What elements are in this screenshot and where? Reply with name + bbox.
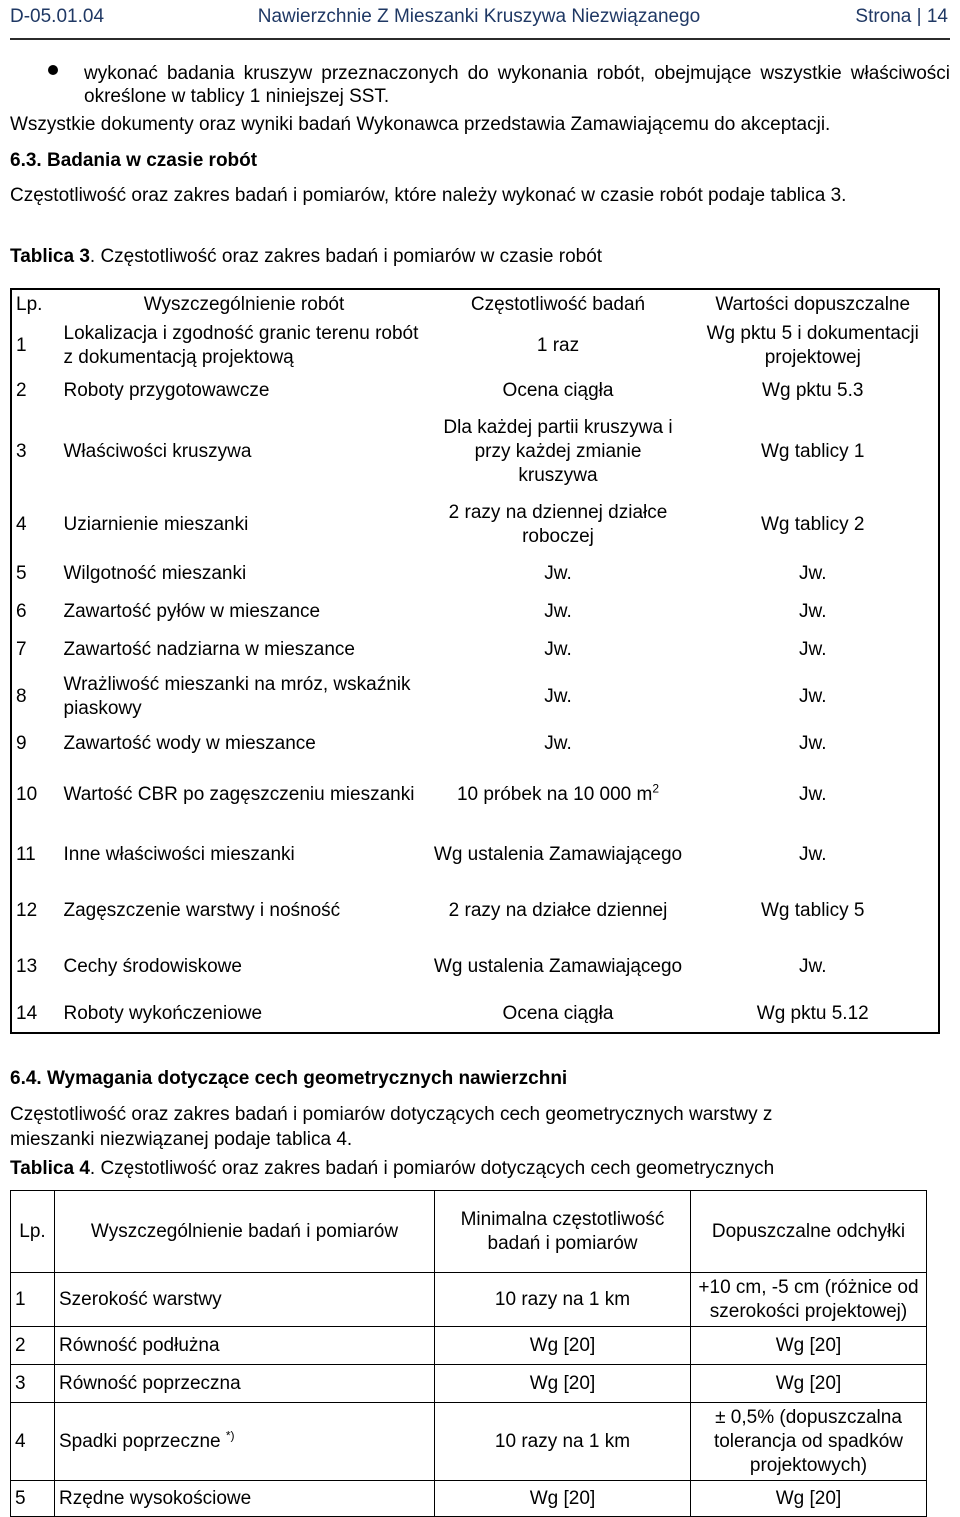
table-row <box>11 373 939 409</box>
row-number: 7 <box>16 639 27 660</box>
table-row <box>11 763 939 827</box>
table-3-header-cell: Wartości dopuszczalne <box>715 293 911 315</box>
row-description: Zawartość pyłów w mieszance <box>63 601 321 622</box>
row-frequency: Wg ustalenia Zamawiającego <box>433 844 683 865</box>
row-description: Równość poprzeczna <box>55 1365 435 1403</box>
row-frequency: 2 razy na działce dziennej <box>448 900 668 921</box>
section-6-4-intro: Częstotliwość oraz zakres badań i pomiarów dotyczących cech geometrycznych warstwy z mieszanki niezwiązanej podaje tablica 4. <box>10 1104 773 1150</box>
row-tolerance: +10 cm, -5 cm (różnice od szerokości projektowej) <box>691 1273 927 1327</box>
superscript-2: 2 <box>652 781 660 796</box>
row-tolerance: Wg [20] <box>691 1365 927 1403</box>
footnote-marker: *) <box>225 1428 235 1443</box>
row-allowed-values: Jw. <box>799 601 827 622</box>
table-row <box>11 1403 927 1481</box>
header-divider <box>10 38 950 40</box>
row-tolerance: Wg [20] <box>691 1481 927 1517</box>
document-code: D-05.01.04 <box>10 6 105 27</box>
table-3-caption-label: Tablica 3 <box>10 246 90 267</box>
section-6-4-heading: 6.4. Wymagania dotyczące cech geometrycznych nawierzchni <box>10 1068 568 1089</box>
row-allowed-values: Wg pktu 5 i dokumentacji projektowej <box>706 323 919 368</box>
table-row <box>11 1365 927 1403</box>
table-row <box>11 883 939 939</box>
row-allowed-values: Jw. <box>799 563 827 584</box>
row-description: Zawartość wody w mieszance <box>63 733 316 754</box>
table-4-header-cell: Minimalna częstotliwość badań i pomiarów <box>435 1191 691 1273</box>
table-row <box>11 555 939 593</box>
table-3-header-row <box>11 289 939 319</box>
row-frequency: Wg ustalenia Zamawiającego <box>433 956 683 977</box>
row-description: Wilgotność mieszanki <box>63 563 247 584</box>
row-description: Cechy środowiskowe <box>63 956 242 977</box>
row-frequency: 1 raz <box>536 335 580 356</box>
row-description: Zagęszczenie warstwy i nośność <box>63 900 341 921</box>
row-number: 11 <box>16 844 36 865</box>
row-number: 1 <box>16 335 27 356</box>
table-row <box>11 827 939 883</box>
table-4-caption <box>10 1156 774 1181</box>
row-description: Równość podłużna <box>55 1327 435 1365</box>
row-frequency-text: 10 próbek na 10 000 m <box>456 784 653 805</box>
row-frequency: Wg [20] <box>435 1327 691 1365</box>
row-frequency: Wg [20] <box>435 1481 691 1517</box>
row-number: 4 <box>16 514 27 535</box>
section-6-3-heading: 6.3. Badania w czasie robót <box>10 150 258 171</box>
table-row <box>11 995 939 1033</box>
row-frequency: 2 razy na dziennej działce roboczej <box>448 502 668 547</box>
row-description: Szerokość warstwy <box>55 1273 435 1327</box>
row-allowed-values: Jw. <box>799 639 827 660</box>
row-allowed-values: Wg pktu 5.12 <box>756 1002 869 1024</box>
page-number: Strona | 14 <box>855 6 948 27</box>
table-row <box>11 319 939 373</box>
row-frequency: 10 razy na 1 km <box>435 1273 691 1327</box>
table-row <box>11 725 939 763</box>
row-description: Zawartość nadziarna w mieszance <box>63 639 355 660</box>
table-4-header-row <box>11 1191 927 1273</box>
row-allowed-values: Wg tablicy 5 <box>761 900 865 921</box>
row-allowed-values: Wg pktu 5.3 <box>762 380 864 401</box>
row-frequency: Jw. <box>544 601 572 622</box>
row-frequency <box>429 763 687 827</box>
table-4-header-cell: Lp. <box>11 1191 55 1273</box>
row-number: 1 <box>11 1273 55 1327</box>
row-allowed-values: Jw. <box>799 784 827 805</box>
row-number: 5 <box>11 1481 55 1517</box>
row-description: Roboty wykończeniowe <box>63 1002 263 1024</box>
row-number: 13 <box>16 956 38 977</box>
row-number: 4 <box>11 1403 55 1481</box>
table-3-caption <box>10 244 602 269</box>
document-title: Nawierzchnie Z Mieszanki Kruszywa Niezwiązanego <box>257 6 701 27</box>
table-3-header-cell: Wyszczególnienie robót <box>143 293 345 315</box>
table-3-header-cell: Częstotliwość badań <box>470 293 646 315</box>
row-number: 10 <box>16 784 38 805</box>
table-4-caption-label: Tablica 4 <box>10 1158 90 1179</box>
row-description: Uziarnienie mieszanki <box>63 514 249 535</box>
table-3 <box>10 288 940 1034</box>
table-row <box>11 409 939 495</box>
documents-paragraph: Wszystkie dokumenty oraz wyniki badań Wykonawca przedstawia Zamawiającemu do akceptacji. <box>10 114 831 135</box>
row-frequency: Jw. <box>544 733 572 754</box>
row-tolerance: ± 0,5% (dopuszczalna tolerancja od spadków projektowych) <box>691 1403 927 1481</box>
table-row <box>11 1481 927 1517</box>
table-row <box>11 1327 927 1365</box>
row-frequency: Jw. <box>544 639 572 660</box>
row-number: 2 <box>16 380 27 401</box>
row-number: 9 <box>16 733 27 754</box>
page-header <box>10 6 948 34</box>
row-number: 3 <box>16 441 27 462</box>
row-number: 3 <box>11 1365 55 1403</box>
table-row <box>11 593 939 631</box>
table-row <box>11 1273 927 1327</box>
table-row <box>11 495 939 555</box>
table-4-caption-text: . Częstotliwość oraz zakres badań i pomiarów dotyczących cech geometrycznych <box>89 1158 775 1179</box>
row-allowed-values: Jw. <box>799 956 827 977</box>
row-description: Wrażliwość mieszanki na mróz, wskaźnik piaskowy <box>63 674 411 719</box>
row-tolerance: Wg [20] <box>691 1327 927 1365</box>
table-4-header-cell: Wyszczególnienie badań i pomiarów <box>55 1191 435 1273</box>
row-number: 6 <box>16 601 27 622</box>
row-frequency: Ocena ciągła <box>502 1002 614 1024</box>
row-number: 8 <box>16 686 27 707</box>
row-allowed-values: Jw. <box>799 686 827 707</box>
row-allowed-values: Wg tablicy 2 <box>761 514 865 535</box>
row-frequency: Dla każdej partii kruszywa i przy każdej zmianie kruszywa <box>443 417 673 486</box>
row-frequency: 10 razy na 1 km <box>435 1403 691 1481</box>
row-number: 12 <box>16 900 38 921</box>
row-description: Roboty przygotowawcze <box>63 380 270 401</box>
row-description-text: Spadki poprzeczne <box>59 1430 221 1452</box>
bullet-item: wykonać badania kruszyw przeznaczonych do wykonania robót, obejmujące wszystkie właściwości określone w tablicy 1 niniejszej SST. <box>84 63 950 107</box>
section-6-3-intro: Częstotliwość oraz zakres badań i pomiarów, które należy wykonać w czasie robót podaje tablica 3. <box>10 185 847 206</box>
row-frequency: Wg [20] <box>435 1365 691 1403</box>
table-row <box>11 939 939 995</box>
table-row <box>11 631 939 669</box>
row-frequency: Jw. <box>544 563 572 584</box>
row-allowed-values: Jw. <box>799 733 827 754</box>
table-3-header-cell: Lp. <box>16 293 43 315</box>
row-frequency: Jw. <box>544 686 572 707</box>
row-allowed-values: Jw. <box>799 844 827 865</box>
row-frequency: Ocena ciągła <box>502 380 614 401</box>
row-number: 2 <box>11 1327 55 1365</box>
row-number: 14 <box>16 1002 38 1024</box>
row-description: Lokalizacja i zgodność granic terenu robót z dokumentacją projektową <box>63 323 419 368</box>
bullet-icon <box>48 65 58 75</box>
table-4 <box>10 1190 927 1517</box>
row-description: Rzędne wysokościowe <box>55 1481 435 1517</box>
table-row <box>11 669 939 725</box>
row-description: Inne właściwości mieszanki <box>63 844 295 865</box>
row-number: 5 <box>16 563 27 584</box>
row-description <box>55 1403 435 1481</box>
row-allowed-values: Wg tablicy 1 <box>761 441 865 462</box>
row-description: Właściwości kruszywa <box>63 441 252 462</box>
table-4-header-cell: Dopuszczalne odchyłki <box>691 1191 927 1273</box>
table-3-caption-text: . Częstotliwość oraz zakres badań i pomiarów w czasie robót <box>89 246 603 267</box>
row-description: Wartość CBR po zagęszczeniu mieszanki <box>63 784 415 805</box>
